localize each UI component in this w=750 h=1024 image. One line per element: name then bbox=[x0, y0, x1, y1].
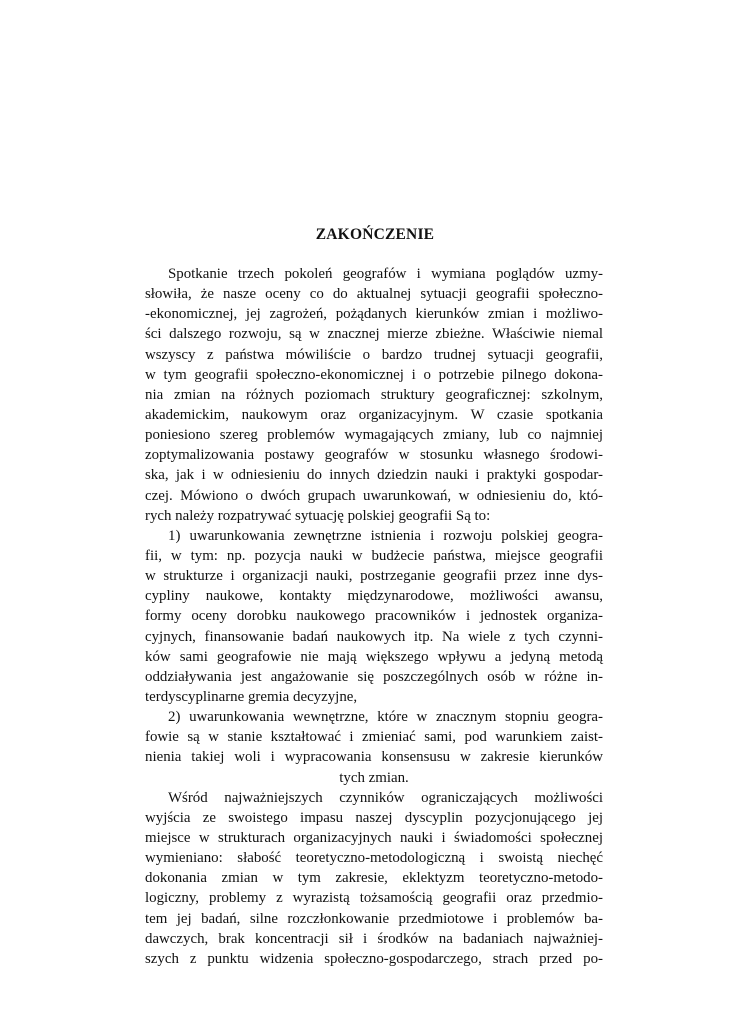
text-line: Spotkanie trzech pokoleń geografów i wymiana poglądów uzmy- bbox=[168, 266, 603, 282]
text-line: czej. Mówiono o dwóch grupach uwarunkowań, w odniesieniu do, któ- bbox=[145, 487, 603, 504]
text-line: 2) uwarunkowania wewnętrzne, które w znacznym stopniu geogra- bbox=[168, 709, 603, 726]
text-line: tych zmian. bbox=[339, 769, 409, 786]
text-line: wymieniano: słabość teoretyczno-metodologiczną i swoistą niechęć bbox=[145, 850, 603, 867]
text-line: tem jej badań, silne rozczłonkowanie przedmiotowe i problemów ba- bbox=[145, 910, 603, 927]
text-line: w tym geografii społeczno-ekonomicznej i o potrzebie pilnego dokona- bbox=[145, 366, 603, 383]
text-line: wszyscy z państwa mówiliście o bardzo trudnej sytuacji geografii, bbox=[145, 346, 603, 363]
text-line: logiczny, problemy z wyrazistą tożsamością geografii oraz przedmio- bbox=[145, 890, 603, 907]
text-line: formy oceny dorobku naukowego pracowników i jednostek organiza- bbox=[145, 608, 603, 625]
text-line: dawczych, brak koncentracji sił i środków na badaniach najważniej- bbox=[145, 930, 603, 947]
text-line: 1) uwarunkowania zewnętrzne istnienia i rozwoju polskiej geogra- bbox=[168, 527, 603, 544]
text-line: oddziaływania jest angażowanie się poszczególnych osób w różne in- bbox=[145, 668, 603, 685]
text-line: miejsce w strukturach organizacyjnych nauki i świadomości społecznej bbox=[145, 829, 603, 846]
text-line: Wśród najważniejszych czynników ograniczających możliwości bbox=[168, 789, 603, 806]
text-line: ści dalszego rozwoju, są w znacznej mierze zbieżne. Właściwie niemal bbox=[145, 326, 603, 343]
body-text bbox=[145, 264, 603, 969]
text-line: ska, jak i w odniesieniu do innych dziedzin nauki i praktyki gospodar- bbox=[145, 467, 603, 484]
text-line: cypliny naukowe, kontakty międzynarodowe, możliwości awansu, bbox=[145, 588, 603, 605]
text-line: -ekonomicznej, jej zagrożeń, pożądanych kierunków zmian i możliwo- bbox=[145, 306, 603, 323]
text-line: fowie są w stanie kształtować i zmieniać sami, pod warunkiem zaist- bbox=[145, 729, 603, 746]
text-line: słowiła, że nasze oceny co do aktualnej sytuacji geografii społeczno- bbox=[145, 286, 603, 303]
text-line: ków sami geografowie nie mają większego wpływu a jedyną metodą bbox=[145, 648, 603, 665]
text-line: fii, w tym: np. pozycja nauki w budżecie państwa, miejsce geografii bbox=[145, 547, 603, 564]
text-line: nienia takiej woli i wypracowania konsensusu w zakresie kierunków bbox=[145, 749, 603, 766]
text-line: nia zmian na różnych poziomach struktury geograficznej: szkolnym, bbox=[145, 386, 603, 403]
text-line: terdyscyplinarne gremia decyzyjne, bbox=[145, 688, 358, 705]
chapter-title: ZAKOŃCZENIE bbox=[315, 226, 435, 243]
text-line: zoptymalizowania postawy geografów w stosunku własnego środowi- bbox=[145, 447, 603, 464]
text-line: w strukturze i organizacji nauki, postrzeganie geografii przez inne dys- bbox=[145, 568, 603, 585]
text-line: szych z punktu widzenia społeczno-gospodarczego, strach przed po- bbox=[145, 950, 603, 967]
text-line: dokonania zmian w tym zakresie, eklektyzm teoretyczno-metodo- bbox=[145, 870, 603, 887]
text-line: wyjścia ze swoistego impasu naszej dyscyplin pozycjonującego jej bbox=[145, 809, 603, 826]
text-line: akademickim, naukowym oraz organizacyjnym. W czasie spotkania bbox=[145, 406, 603, 423]
text-line: poniesiono szereg problemów wymagających zmiany, lub co najmniej bbox=[145, 427, 603, 444]
text-line: cyjnych, finansowanie badań naukowych itp. Na wiele z tych czynni- bbox=[145, 628, 603, 645]
text-line: rych należy rozpatrywać sytuację polskiej geografii Są to: bbox=[145, 507, 491, 524]
